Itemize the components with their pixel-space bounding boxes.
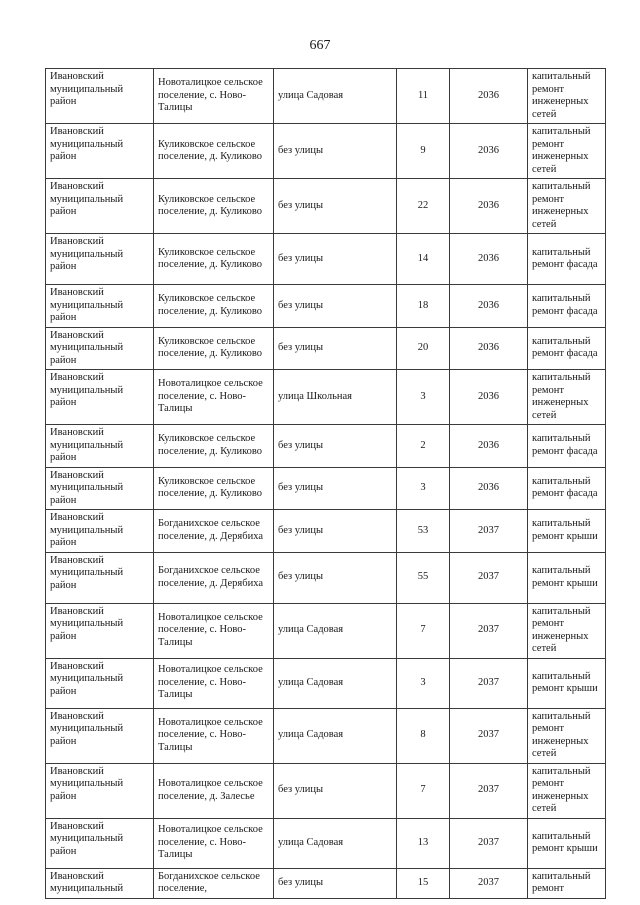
settlement-cell: Новоталицкое сельское поселение, с. Ново-Талицы [154, 69, 274, 124]
house-number-cell: 18 [397, 285, 450, 328]
settlement-cell: Куликовское сельское поселение, д. Куликово [154, 124, 274, 179]
street-cell: улица Садовая [274, 69, 397, 124]
table-row [46, 285, 606, 328]
district-cell: Ивановский муниципальный район [46, 69, 154, 124]
table-row [46, 124, 606, 179]
district-cell: Ивановский муниципальный район [46, 467, 154, 510]
year-cell: 2037 [450, 552, 528, 603]
street-cell: без улицы [274, 425, 397, 468]
district-cell: Ивановский муниципальный [46, 868, 154, 898]
table-row [46, 467, 606, 510]
street-cell: улица Школьная [274, 370, 397, 425]
settlement-cell: Новоталицкое сельское поселение, с. Ново-Талицы [154, 603, 274, 658]
table-row [46, 69, 606, 124]
settlement-cell: Куликовское сельское поселение, д. Куликово [154, 179, 274, 234]
house-number-cell: 22 [397, 179, 450, 234]
year-cell: 2037 [450, 708, 528, 763]
year-cell: 2036 [450, 425, 528, 468]
street-cell: без улицы [274, 467, 397, 510]
district-cell: Ивановский муниципальный район [46, 179, 154, 234]
work-type-cell: капитальный ремонт инженерных сетей [528, 370, 606, 425]
district-cell: Ивановский муниципальный район [46, 425, 154, 468]
house-number-cell: 3 [397, 467, 450, 510]
street-cell: улица Садовая [274, 708, 397, 763]
house-number-cell: 3 [397, 658, 450, 708]
street-cell: без улицы [274, 763, 397, 818]
house-number-cell: 11 [397, 69, 450, 124]
settlement-cell: Куликовское сельское поселение, д. Куликово [154, 234, 274, 285]
year-cell: 2036 [450, 69, 528, 124]
house-number-cell: 9 [397, 124, 450, 179]
house-number-cell: 2 [397, 425, 450, 468]
district-cell: Ивановский муниципальный район [46, 603, 154, 658]
table-row [46, 868, 606, 898]
table-body [46, 69, 606, 899]
year-cell: 2036 [450, 179, 528, 234]
street-cell: улица Садовая [274, 658, 397, 708]
house-number-cell: 8 [397, 708, 450, 763]
year-cell: 2036 [450, 327, 528, 370]
district-cell: Ивановский муниципальный район [46, 327, 154, 370]
house-number-cell: 14 [397, 234, 450, 285]
table-row [46, 370, 606, 425]
district-cell: Ивановский муниципальный район [46, 510, 154, 553]
work-type-cell: капитальный ремонт крыши [528, 510, 606, 553]
district-cell: Ивановский муниципальный район [46, 124, 154, 179]
settlement-cell: Куликовское сельское поселение, д. Куликово [154, 467, 274, 510]
year-cell: 2037 [450, 510, 528, 553]
work-type-cell: капитальный ремонт фасада [528, 285, 606, 328]
settlement-cell: Богданихское сельское поселение, д. Дерябиха [154, 552, 274, 603]
district-cell: Ивановский муниципальный район [46, 234, 154, 285]
year-cell: 2036 [450, 234, 528, 285]
work-type-cell: капитальный ремонт фасада [528, 467, 606, 510]
house-number-cell: 15 [397, 868, 450, 898]
house-number-cell: 20 [397, 327, 450, 370]
table-row [46, 708, 606, 763]
repair-schedule-table [45, 68, 606, 899]
year-cell: 2037 [450, 658, 528, 708]
table-row [46, 603, 606, 658]
work-type-cell: капитальный ремонт инженерных сетей [528, 708, 606, 763]
year-cell: 2037 [450, 603, 528, 658]
settlement-cell: Куликовское сельское поселение, д. Куликово [154, 425, 274, 468]
district-cell: Ивановский муниципальный район [46, 708, 154, 763]
table-row [46, 763, 606, 818]
settlement-cell: Новоталицкое сельское поселение, с. Ново-Талицы [154, 658, 274, 708]
district-cell: Ивановский муниципальный район [46, 658, 154, 708]
work-type-cell: капитальный ремонт крыши [528, 818, 606, 868]
street-cell: улица Садовая [274, 818, 397, 868]
table-row [46, 552, 606, 603]
settlement-cell: Новоталицкое сельское поселение, с. Ново-Талицы [154, 370, 274, 425]
district-cell: Ивановский муниципальный район [46, 552, 154, 603]
work-type-cell: капитальный ремонт фасада [528, 327, 606, 370]
year-cell: 2037 [450, 763, 528, 818]
settlement-cell: Богданихское сельское поселение, [154, 868, 274, 898]
work-type-cell: капитальный ремонт [528, 868, 606, 898]
table-row [46, 818, 606, 868]
table-row [46, 658, 606, 708]
street-cell: без улицы [274, 285, 397, 328]
work-type-cell: капитальный ремонт фасада [528, 234, 606, 285]
street-cell: без улицы [274, 868, 397, 898]
table-row [46, 425, 606, 468]
street-cell: без улицы [274, 234, 397, 285]
settlement-cell: Новоталицкое сельское поселение, с. Ново-Талицы [154, 818, 274, 868]
district-cell: Ивановский муниципальный район [46, 818, 154, 868]
street-cell: без улицы [274, 510, 397, 553]
settlement-cell: Куликовское сельское поселение, д. Куликово [154, 327, 274, 370]
table-row [46, 179, 606, 234]
settlement-cell: Богданихское сельское поселение, д. Дерябиха [154, 510, 274, 553]
street-cell: без улицы [274, 124, 397, 179]
settlement-cell: Новоталицкое сельское поселение, д. Залесье [154, 763, 274, 818]
work-type-cell: капитальный ремонт инженерных сетей [528, 603, 606, 658]
year-cell: 2036 [450, 285, 528, 328]
table-row [46, 234, 606, 285]
house-number-cell: 7 [397, 603, 450, 658]
settlement-cell: Новоталицкое сельское поселение, с. Ново-Талицы [154, 708, 274, 763]
work-type-cell: капитальный ремонт фасада [528, 425, 606, 468]
street-cell: улица Садовая [274, 603, 397, 658]
street-cell: без улицы [274, 552, 397, 603]
page-number: 667 [309, 38, 331, 53]
year-cell: 2036 [450, 467, 528, 510]
year-cell: 2036 [450, 370, 528, 425]
year-cell: 2037 [450, 818, 528, 868]
work-type-cell: капитальный ремонт крыши [528, 658, 606, 708]
house-number-cell: 13 [397, 818, 450, 868]
year-cell: 2037 [450, 868, 528, 898]
house-number-cell: 53 [397, 510, 450, 553]
work-type-cell: капитальный ремонт инженерных сетей [528, 69, 606, 124]
table-row [46, 327, 606, 370]
street-cell: без улицы [274, 179, 397, 234]
work-type-cell: капитальный ремонт крыши [528, 552, 606, 603]
street-cell: без улицы [274, 327, 397, 370]
settlement-cell: Куликовское сельское поселение, д. Куликово [154, 285, 274, 328]
work-type-cell: капитальный ремонт инженерных сетей [528, 124, 606, 179]
house-number-cell: 7 [397, 763, 450, 818]
house-number-cell: 3 [397, 370, 450, 425]
work-type-cell: капитальный ремонт инженерных сетей [528, 179, 606, 234]
work-type-cell: капитальный ремонт инженерных сетей [528, 763, 606, 818]
district-cell: Ивановский муниципальный район [46, 370, 154, 425]
house-number-cell: 55 [397, 552, 450, 603]
table-row [46, 510, 606, 553]
district-cell: Ивановский муниципальный район [46, 285, 154, 328]
year-cell: 2036 [450, 124, 528, 179]
district-cell: Ивановский муниципальный район [46, 763, 154, 818]
